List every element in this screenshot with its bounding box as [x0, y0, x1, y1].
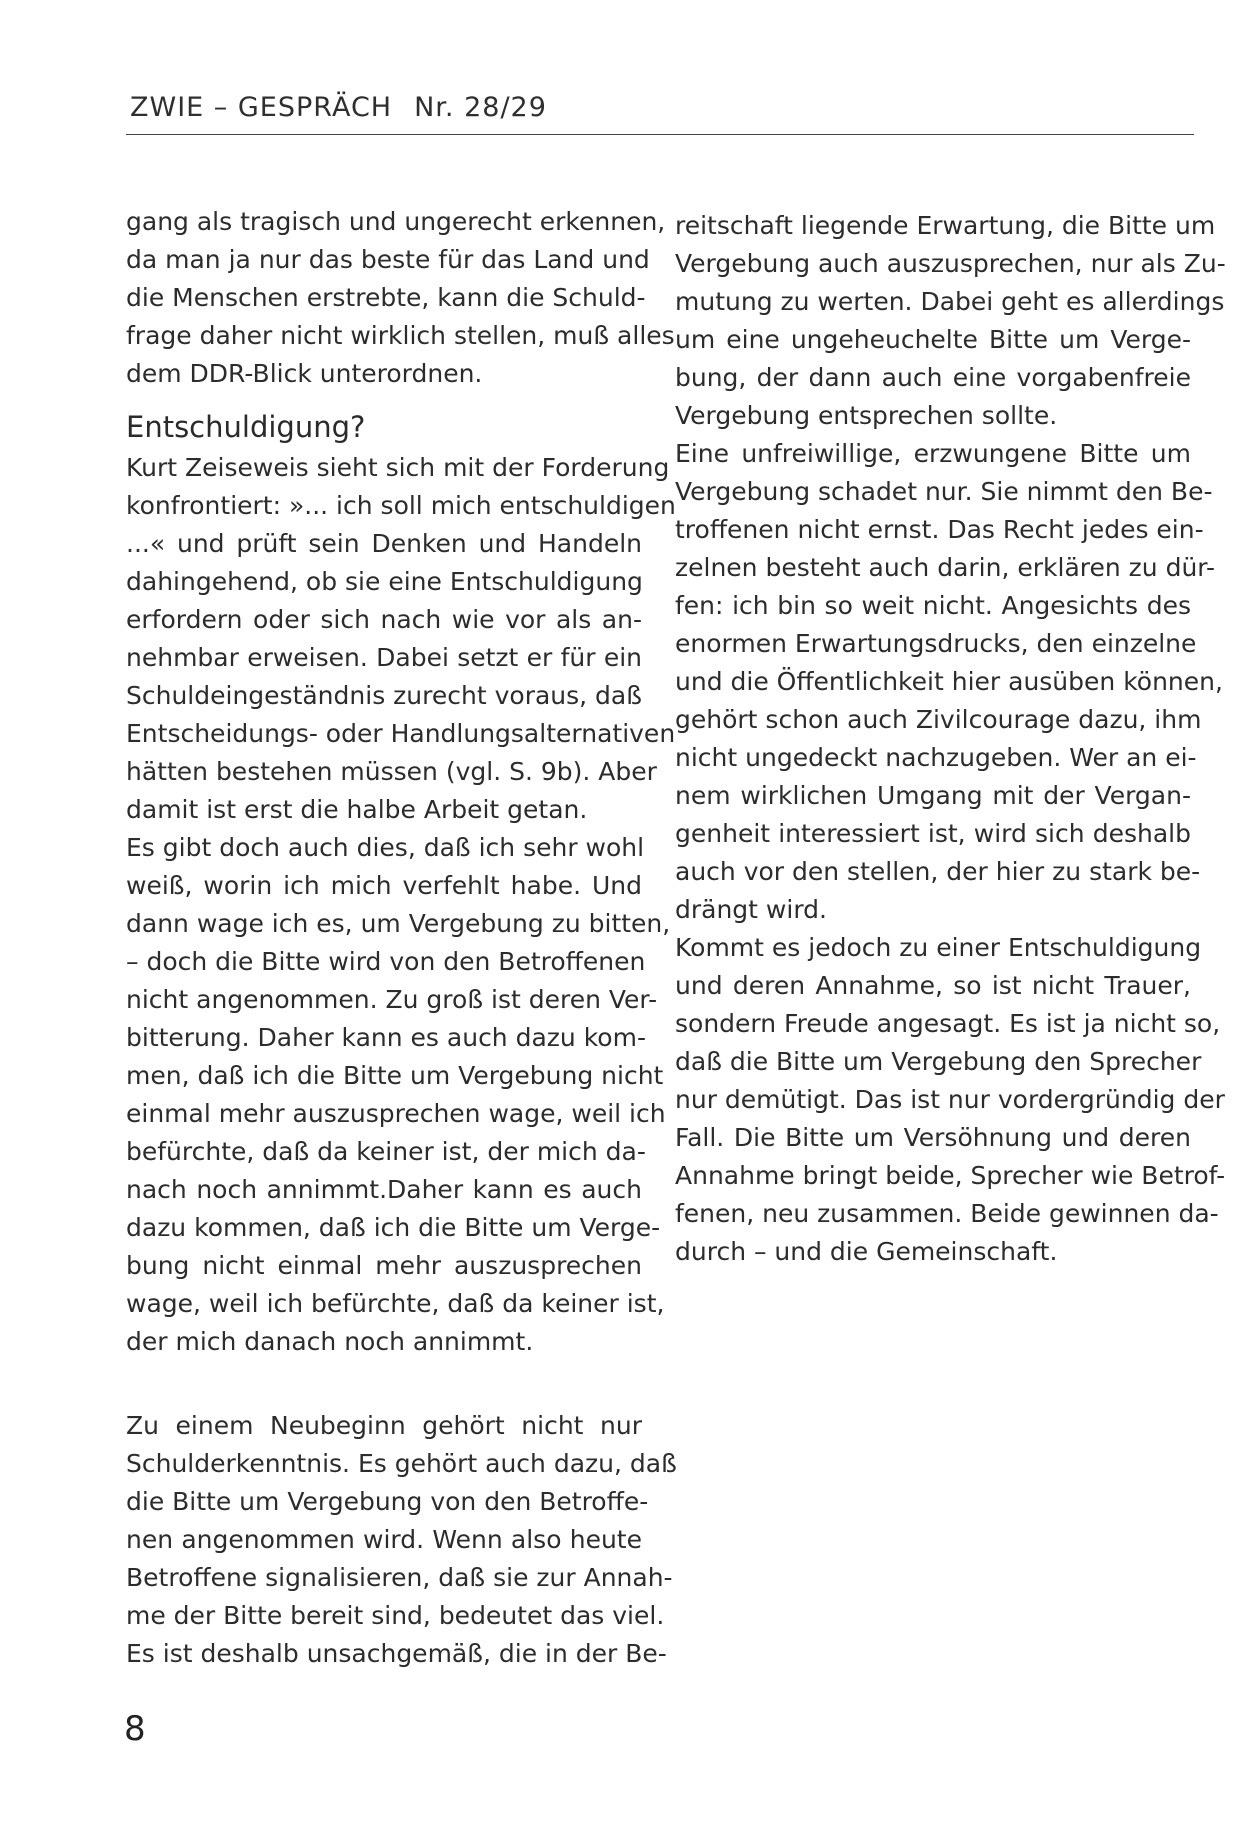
publication-title: ZWIE – GESPRÄCH: [130, 92, 393, 123]
text-line: bung nicht einmal mehr auszusprechen: [126, 1251, 642, 1280]
text-line: Annahme bringt beide, Sprecher wie Betrof-: [675, 1161, 1226, 1190]
text-line: die Menschen erstrebte, kann die Schuld-: [126, 283, 646, 312]
text-line: Zu einem Neubeginn gehört nicht nur: [126, 1411, 642, 1440]
text-line: Es gibt doch auch dies, daß ich sehr wohl: [126, 833, 645, 862]
text-line: Entscheidungs- oder Handlungsalternativen: [126, 719, 676, 748]
paragraph-3: [126, 1407, 677, 1673]
text-line: dem DDR-Blick unterordnen.: [126, 359, 483, 388]
text-line: die Bitte um Vergebung von den Betroffe-: [126, 1487, 649, 1516]
text-line: drängt wird.: [675, 895, 827, 924]
text-line: konfrontiert: »... ich soll mich entschuldigen: [126, 491, 676, 520]
text-line: gang als tragisch und ungerecht erkennen,: [126, 207, 666, 236]
text-line: Kommt es jedoch zu einer Entschuldigung: [675, 933, 1202, 962]
running-header: [130, 92, 547, 123]
left-column: [126, 203, 677, 1673]
text-line: nehmbar erweisen. Dabei setzt er für ein: [126, 643, 642, 672]
text-line: Betroffene signalisieren, daß sie zur Annah-: [126, 1563, 673, 1592]
intro-paragraph: [126, 203, 675, 393]
text-line: Vergebung auch auszusprechen, nur als Zu-: [675, 249, 1226, 278]
text-line: nicht angenommen. Zu groß ist deren Ver-: [126, 985, 658, 1014]
text-line: dahingehend, ob sie eine Entschuldigung: [126, 567, 643, 596]
text-line: genheit interessiert ist, wird sich deshalb: [675, 819, 1191, 848]
text-line: Schuldeingeständnis zurecht voraus, daß: [126, 681, 642, 710]
text-line: einmal mehr auszusprechen wage, weil ich: [126, 1099, 666, 1128]
text-line: frage daher nicht wirklich stellen, muß alles: [126, 321, 675, 350]
text-line: enormen Erwartungsdrucks, den einzelne: [675, 629, 1197, 658]
text-line: erfordern oder sich nach wie vor als an-: [126, 605, 642, 634]
paragraph-1: [126, 449, 676, 829]
paragraph-continued: [675, 207, 1226, 435]
text-line: um eine ungeheuchelte Bitte um Verge-: [675, 325, 1191, 354]
text-line: Eine unfreiwillige, erzwungene Bitte um: [675, 439, 1191, 468]
text-line: weiß, worin ich mich verfehlt habe. Und: [126, 871, 642, 900]
text-line: nicht ungedeckt nachzugeben. Wer an ei-: [675, 743, 1197, 772]
text-line: und deren Annahme, so ist nicht Trauer,: [675, 971, 1191, 1000]
text-line: hätten bestehen müssen (vgl. S. 9b). Aber: [126, 757, 657, 786]
text-line: me der Bitte bereit sind, bedeutet das viel.: [126, 1601, 665, 1630]
text-line: mutung zu werten. Dabei geht es allerdings: [675, 287, 1225, 316]
page-number: 8: [124, 1709, 146, 1749]
text-line: Vergebung entsprechen sollte.: [675, 401, 1058, 430]
text-line: durch – und die Gemeinschaft.: [675, 1237, 1058, 1266]
text-line: dann wage ich es, um Vergebung zu bitten,: [126, 909, 671, 938]
text-line: men, daß ich die Bitte um Vergebung nicht: [126, 1061, 664, 1090]
text-line: bitterung. Daher kann es auch dazu kom-: [126, 1023, 646, 1052]
text-line: auch vor den stellen, der hier zu stark be-: [675, 857, 1201, 886]
text-line: dazu kommen, daß ich die Bitte um Verge-: [126, 1213, 661, 1242]
text-line: fen: ich bin so weit nicht. Angesichts des: [675, 591, 1191, 620]
text-line: der mich danach noch annimmt.: [126, 1327, 534, 1356]
text-line: Fall. Die Bitte um Versöhnung und deren: [675, 1123, 1191, 1152]
text-line: nen angenommen wird. Wenn also heute: [126, 1525, 642, 1554]
header-rule: [126, 134, 1194, 135]
paragraph-4: [675, 435, 1223, 929]
text-line: sondern Freude angesagt. Es ist ja nicht so,: [675, 1009, 1221, 1038]
text-line: Es ist deshalb unsachgemäß, die in der Be-: [126, 1639, 667, 1668]
text-line: nur demütigt. Das ist nur vordergründig der: [675, 1085, 1225, 1114]
text-line: reitschaft liegende Erwartung, die Bitte um: [675, 211, 1216, 240]
text-line: zelnen besteht auch darin, erklären zu dür-: [675, 553, 1216, 582]
text-line: wage, weil ich befürchte, daß da keiner ist,: [126, 1289, 665, 1318]
text-line: nach noch annimmt.Daher kann es auch: [126, 1175, 642, 1204]
paragraph-2: [126, 829, 671, 1361]
text-line: – doch die Bitte wird von den Betroffenen: [126, 947, 646, 976]
section-heading: Entschuldigung?: [126, 410, 366, 444]
text-line: Kurt Zeiseweis sieht sich mit der Forderung: [126, 453, 670, 482]
text-line: Schulderkenntnis. Es gehört auch dazu, daß: [126, 1449, 677, 1478]
text-line: damit ist erst die halbe Arbeit getan.: [126, 795, 588, 824]
paragraph-5: [675, 929, 1226, 1271]
text-line: Vergebung schadet nur. Sie nimmt den Be-: [675, 477, 1213, 506]
text-line: da man ja nur das beste für das Land und: [126, 245, 650, 274]
text-line: troffenen nicht ernst. Das Recht jedes ein-: [675, 515, 1204, 544]
text-line: gehört schon auch Zivilcourage dazu, ihm: [675, 705, 1202, 734]
text-line: nem wirklichen Umgang mit der Vergan-: [675, 781, 1191, 810]
text-line: und die Öffentlichkeit hier ausüben können,: [675, 667, 1223, 696]
paragraph-gap: [126, 1361, 642, 1407]
text-line: daß die Bitte um Vergebung den Sprecher: [675, 1047, 1202, 1076]
text-line: fenen, neu zusammen. Beide gewinnen da-: [675, 1199, 1219, 1228]
text-line: ...« und prüft sein Denken und Handeln: [126, 529, 642, 558]
text-line: bung, der dann auch eine vorgabenfreie: [675, 363, 1191, 392]
right-column: [675, 207, 1226, 1271]
text-line: befürchte, daß da keiner ist, der mich da-: [126, 1137, 646, 1166]
issue-number: Nr. 28/29: [414, 92, 547, 123]
